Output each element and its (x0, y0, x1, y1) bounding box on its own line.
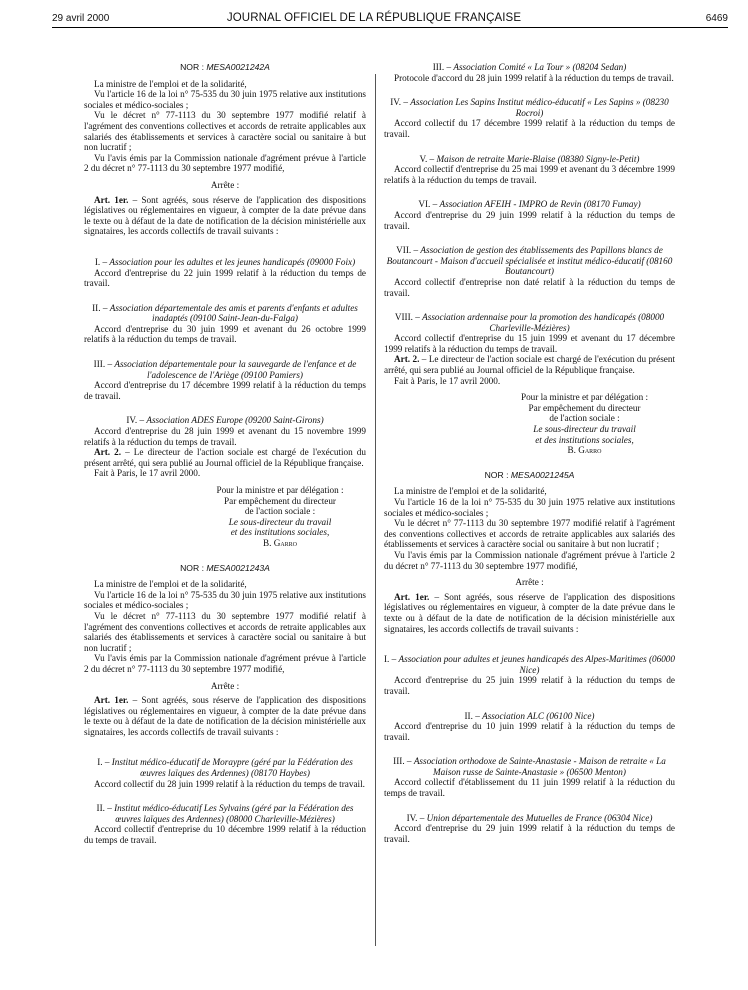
article-1: Art. 1er. – Sont agréés, sous réserve de l'application des dispositions législatives ou réglementaires en vigueur, à compter de la date prévue dans le texte ou à défaut de la date de notification de la décision ministérielle aux signataires, les accords collectifs de travail suivants : (384, 591, 675, 634)
section-title: VI. – Association AFEIH - IMPRO de Revin (08170 Fumay) (418, 199, 641, 210)
section-text: Accord d'entreprise du 10 juin 1999 relatif à la réduction du temps de travail. (384, 721, 675, 742)
section-title: II. – Association départementale des amis et parents d'enfants et adultes inadaptés (09100 Saint-Jean-du-Falga) (92, 302, 358, 324)
section-title: III. – Association Comité « La Tour » (08204 Sedan) (432, 62, 627, 72)
header-page-number: 6469 (705, 13, 728, 24)
ministre-line: La ministre de l'emploi et de la solidarité, (94, 579, 247, 590)
section-text: Accord d'entreprise du 17 décembre 1999 relatif à la réduction du temps de travail. (84, 380, 366, 401)
right-column (384, 62, 675, 844)
section-title: V. – Maison de retraite Marie-Blaise (08380 Signy-le-Petit) (419, 153, 640, 164)
arrete-heading: Arrête : (210, 179, 240, 190)
article-2: Art. 2. – Le directeur de l'action sociale est chargé de l'exécution du présent arrêté, qui sera publié au Journal officiel de la République française. (84, 447, 366, 468)
ministre-line: La ministre de l'emploi et de la solidarité, (94, 78, 247, 89)
decree-mesa0021243a (84, 563, 366, 846)
left-column (84, 62, 366, 846)
ministre-line: La ministre de l'emploi et de la solidarité, (394, 486, 547, 497)
nor-line: NOR : MESA0021243A (180, 562, 270, 573)
section-text: Accord d'entreprise du 28 juin 1999 et avenant du 15 novembre 1999 relatifs à la réduction du temps de travail. (84, 426, 366, 447)
section-text: Accord d'entreprise du 30 juin 1999 et avenant du 26 octobre 1999 relatifs à la réduction du temps de travail. (84, 323, 366, 345)
section-title: I. – Institut médico-éducatif de Moraypre (géré par la Fédération des œuvres laïques des Ardennes) (08170 Haybes) (97, 757, 353, 779)
section-title: I. – Association pour les adultes et les jeunes handicapés (09000 Foix) (94, 256, 356, 267)
fait-line: Fait à Paris, le 17 avril 2000. (394, 375, 501, 386)
vu-decret: Vu le décret n° 77-1113 du 30 septembre 1977 modifié relatif à l'agrément des conventions collectives et accords de retraite applicables aux salariés des établissements et services à caractère social ou sanitaire à but non lucratif ; (384, 518, 675, 550)
header-title: JOURNAL OFFICIEL DE LA RÉPUBLIQUE FRANÇAISE (226, 12, 522, 24)
section-text: Accord collectif d'entreprise du 10 décembre 1999 relatif à la réduction du temps de travail. (84, 824, 366, 846)
page-header (0, 0, 748, 40)
column-divider (375, 74, 376, 946)
section-title: II. – Association ALC (06100 Nice) (464, 710, 595, 721)
section-text: Accord collectif d'établissement du 11 juin 1999 relatif à la réduction du temps de travail. (384, 777, 675, 799)
section-title: IV. – Union départementale des Mutuelles de France (06304 Nice) (406, 812, 653, 823)
section-text: Accord collectif d'entreprise du 25 mai 1999 et avenant du 3 décembre 1999 relatifs à la réduction du temps de travail. (384, 164, 675, 185)
section-text: Accord d'entreprise du 29 juin 1999 relatif à la réduction du temps de travail. (384, 823, 675, 844)
header-rule (52, 27, 728, 28)
vu-loi: Vu l'article 16 de la loi n° 75-535 du 30 juin 1975 relative aux institutions sociales et médico-sociales ; (384, 497, 675, 518)
section-title: II. – Institut médico-éducatif Les Sylvains (géré par la Fédération des œuvres laïques des Ardennes) (08000 Charleville-Mézières) (96, 803, 354, 824)
signatory-name: B. Garro (567, 445, 602, 456)
signature-block: Pour la ministre et par délégation : Par empêchement du directeur de l'action sociale : Le sous-directeur du travail et des institutions sociales, B. Garro (84, 485, 366, 549)
arrete-heading: Arrête : (515, 577, 544, 588)
vu-loi: Vu l'article 16 de la loi n° 75-535 du 30 juin 1975 relative aux institutions sociales et médico-sociales ; (84, 89, 366, 110)
section-title: III. – Association départementale pour la sauvegarde de l'enfance et de l'adolescence de l'Ariège (09100 Pamiers) (93, 359, 357, 380)
section-text: Accord d'entreprise du 22 juin 1999 relatif à la réduction du temps de travail. (84, 267, 366, 289)
arrete-heading: Arrête : (210, 680, 240, 691)
signature-block: Pour la ministre et par délégation : Par empêchement du directeur de l'action sociale : Le sous-directeur du travail et des institutions sociales, B. Garro (384, 392, 675, 456)
nor-line: NOR : MESA0021242A (180, 62, 270, 72)
article-1: Art. 1er. – Sont agréés, sous réserve de l'application des dispositions législatives ou réglementaires en vigueur, à compter de la date prévue dans le texte ou à défaut de la date de notification de la décision ministérielle aux signataires, les accords collectifs de travail suivants : (84, 194, 366, 237)
section-text: Accord collectif d'entreprise non daté relatif à la réduction du temps de travail. (384, 276, 675, 298)
section-title: VII. – Association de gestion des établissements des Papillons blancs de Boutancourt - Maison d'accueil spécialisée et institut médico-éducatif (08160 Boutancourt) (386, 245, 673, 277)
nor-line: NOR : MESA0021245A (484, 469, 575, 480)
fait-line: Fait à Paris, le 17 avril 2000. (94, 468, 201, 479)
section-title: IV. – Association Les Sapins Institut médico-éducatif « Les Sapins » (08230 Rocroi) (390, 97, 669, 118)
decree-mesa0021242a (84, 62, 366, 549)
section-title: IV. – Association ADES Europe (09200 Saint-Girons) (126, 415, 324, 426)
section-text: Accord collectif du 28 juin 1999 relatif à la réduction du temps de travail. (94, 778, 365, 789)
section-text: Accord d'entreprise du 25 juin 1999 relatif à la réduction du temps de travail. (384, 675, 675, 696)
vu-decret: Vu le décret n° 77-1113 du 30 septembre 1977 modifié relatif à l'agrément des conventions collectives et accords de retraite applicables aux salariés des établissements et services à caractère social ou sanitaire à but non lucratif ; (84, 110, 366, 153)
section-text: Accord collectif du 17 décembre 1999 relatif à la réduction du temps de travail. (384, 118, 675, 139)
section-title: III. – Association orthodoxe de Sainte-Anastasie - Maison de retraite « La Maison russe de Sainte-Anastasie » (06500 Menton) (393, 756, 666, 777)
decree-mesa0021245a (384, 470, 675, 845)
article-1: Art. 1er. – Sont agréés, sous réserve de l'application des dispositions législatives ou réglementaires en vigueur, à compter de la date prévue dans le texte ou à défaut de la date de notification de la décision ministérielle aux signataires, les accords collectifs de travail suivants : (84, 695, 366, 737)
section-text: Accord collectif d'entreprise du 15 juin 1999 et avenant du 17 décembre 1999 relatifs à la réduction du temps de travail. (384, 333, 675, 354)
vu-avis: Vu l'avis émis par la Commission nationale d'agrément prévue à l'article 2 du décret n° 77-1113 du 30 septembre 1977 modifié, (384, 549, 675, 571)
header-date: 29 avril 2000 (52, 13, 110, 24)
signatory-name: B. Garro (262, 537, 298, 548)
article-2: Art. 2. – Le directeur de l'action sociale est chargé de l'exécution du présent arrêté, qui sera publié au Journal officiel de la République française. (384, 354, 675, 376)
section-text: Protocole d'accord du 28 juin 1999 relatif à la réduction du temps de travail. (394, 72, 674, 83)
vu-decret: Vu le décret n° 77-1113 du 30 septembre 1977 modifié relatif à l'agrément des conventions collectives et accords de retraite applicables aux salariés des établissements et services à caractère social ou sanitaire à but non lucratif ; (84, 610, 366, 653)
vu-loi: Vu l'article 16 de la loi n° 75-535 du 30 juin 1975 relative aux institutions sociales et médico-sociales ; (84, 589, 366, 611)
vu-avis: Vu l'avis émis par la Commission nationale d'agrément prévue à l'article 2 du décret n° 77-1113 du 30 septembre 1977 modifié, (84, 152, 366, 174)
vu-avis: Vu l'avis émis par la Commission nationale d'agrément prévue à l'article 2 du décret n° 77-1113 du 30 septembre 1977 modifié, (84, 653, 366, 674)
section-text: Accord d'entreprise du 29 juin 1999 relatif à la réduction du temps de travail. (384, 209, 675, 231)
decree-mesa0021243a-continued (384, 62, 675, 456)
section-title: I. – Association pour adultes et jeunes handicapés des Alpes-Maritimes (06000 Nice) (384, 654, 675, 675)
section-title: VIII. – Association ardennaise pour la promotion des handicapés (08000 Charleville-Mézières) (394, 312, 665, 333)
